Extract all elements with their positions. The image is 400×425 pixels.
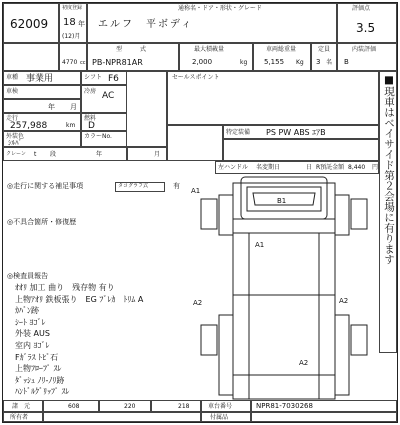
vehicle-type: 事業用 — [26, 74, 54, 84]
damage-mark: A2 — [339, 297, 349, 305]
tacho-value: 有 — [173, 182, 180, 190]
inspector-report-line: ﾊﾝﾄﾞﾙｸﾞﾘｯﾌﾟ ｽﾚ — [15, 387, 70, 397]
inspector-report-line: ｵｵﾘ 加工 曲り 残存物 有り — [15, 283, 115, 292]
fuel: D — [88, 121, 95, 131]
score-value: 3.5 — [356, 21, 376, 35]
max-load-label: 最大積載量 — [194, 46, 225, 53]
registration-label: 初度登録 — [62, 5, 83, 11]
car-name-label: 通称名・ドア・形状・グレード — [178, 5, 262, 12]
registration-month: 12 — [64, 33, 72, 40]
auction-sheet: 62009 初度登録 18 年 (12)月 通称名・ドア・形状・グレード エルフ 平ボディ 評価点 3.5 4770 cc 型 式 PB-NPR81AR 最大積載量 2,000 kg 車両総重量 5,155 Kg 定員 3 名 内装評価 B 車種 事業用 シフト F6 車検 年 月 冷房 AC 走行 257,988 km 燃料 D 外装色 ｼﾙﾊﾞ カラーNo. クレーン t 段 年 月 セールスポイント 特定装備 PS PW ABS ｴｱB 左ハンドル 名変期日 日 R預託金額 8,440 円 ■現車はベイサイド第２会場に有ります ◎走行に関する補足事項 タコグラフ式 有 ◎不具合箇所・修復歴 ◎検査員報告 B1 A1 A1 A2 A2 A2 諸 元 608 220 218 車台番号 NPR81-7030268 所有者 付属品 ｵｵﾘ 加工 曲り 残存物 有り 上物ｱｵﾘ 鉄板張り EG ﾌﾞﾚｶ ﾄﾘﾑ A ｶﾊﾞﾝ跡 ｼｰﾄ ﾖｺﾞﾚ 外装 AUS 室内 ﾖｺﾞﾚ Fｶﾞﾗｽ ﾄﾋﾞ石 上物ﾌﾛｰﾌﾟ ｽﾚ ﾀﾞｯｼｭ ﾉﾘ-ﾉﾘ跡 ﾊﾝﾄﾞﾙｸﾞﾘｯﾌﾟ ｽﾚ — [2, 2, 398, 423]
model-label: 型 式 — [116, 46, 147, 53]
dim-length: 608 — [68, 403, 80, 410]
lot-number: 62009 — [10, 17, 49, 31]
max-load-cell: 最大積載量 2,000 kg — [179, 43, 253, 71]
inspector-report-line: 外装 AUS — [15, 329, 50, 339]
inspector-report-line: 上物ｱｵﾘ 鉄板張り EG ﾌﾞﾚｶ ﾄﾘﾑ A — [15, 294, 144, 304]
shift: F6 — [108, 74, 119, 84]
score-cell — [337, 3, 397, 43]
score-label: 評価点 — [352, 5, 371, 12]
damage-mark: A1 — [255, 241, 265, 249]
inspector-report-label: ◎検査員報告 — [7, 272, 49, 280]
damage-mark: A1 — [191, 187, 201, 195]
damage-mark: B1 — [277, 197, 287, 205]
year-suffix: 年 — [78, 20, 85, 28]
vehicle-diagram — [189, 175, 379, 411]
model-cell — [87, 43, 179, 71]
inspector-report-line: Fｶﾞﾗｽ ﾄﾋﾞ石 — [15, 352, 59, 362]
damage-mark: A2 — [299, 359, 309, 367]
model-value: PB-NPR81AR — [92, 58, 143, 67]
capacity-cell: 定員 3 名 — [311, 43, 337, 71]
equipment-cell: 特定装備 PS PW ABS ｴｱB — [223, 125, 379, 139]
handle-label: 左ハンドル — [218, 164, 249, 171]
selling-point-label: セールスポイント — [172, 74, 220, 81]
lot-number-cell — [3, 3, 59, 43]
dim-width: 220 — [124, 403, 136, 410]
crane-row: クレーン t 段 年 — [3, 147, 127, 161]
dim-height: 218 — [178, 403, 190, 410]
car-name: エルフ 平ボディ — [98, 19, 194, 30]
displacement-cell: 4770 cc — [59, 43, 87, 71]
gross-weight: 5,155 — [264, 58, 285, 66]
interior-label: 内装評価 — [352, 46, 377, 53]
gross-weight-cell: 車両総重量 5,155 Kg — [253, 43, 311, 71]
side-banner: ■現車はベイサイド第２会場に有ります — [383, 74, 396, 265]
tacho-box: タコグラフ式 — [115, 182, 165, 192]
interior-grade: B — [344, 58, 349, 66]
displacement: 4770 — [62, 59, 78, 66]
recycle-amount: 8,440 — [348, 164, 366, 171]
damage-mark: A2 — [193, 299, 203, 307]
equipment-values: PS PW ABS ｴｱB — [266, 128, 326, 137]
odometer-note-label: ◎走行に関する補足事項 — [7, 182, 84, 190]
capacity-label: 定員 — [318, 46, 331, 53]
inspector-report-line: ﾀﾞｯｼｭ ﾉﾘ-ﾉﾘ跡 — [15, 375, 65, 385]
inspector-report-line: ｼｰﾄ ﾖｺﾞﾚ — [15, 317, 46, 327]
blank-cell — [3, 43, 59, 71]
cooling: AC — [102, 91, 115, 101]
max-load: 2,000 — [192, 58, 213, 66]
handle-row: 左ハンドル 名変期日 日 R預託金額 8,440 円 — [215, 161, 379, 174]
gross-weight-label: 車両総重量 — [266, 46, 297, 53]
chassis-number: NPR81-7030268 — [256, 402, 313, 410]
side-banner-cell — [379, 71, 397, 353]
defect-label: ◎不具合箇所・修復歴 — [7, 218, 77, 226]
registration-year: 18 — [63, 17, 76, 28]
car-name-cell — [87, 3, 337, 43]
registration-cell: 初度登録 18 年 (12)月 — [59, 3, 87, 43]
inspector-report-line: 上物ﾌﾛｰﾌﾟ ｽﾚ — [15, 364, 62, 374]
interior-cell — [337, 43, 397, 71]
exterior-color: ｼﾙﾊﾞ — [8, 139, 22, 147]
capacity: 3 — [316, 58, 321, 66]
inspector-report-line: ｶﾊﾞﾝ跡 — [15, 306, 39, 316]
mileage: 257,988 — [10, 121, 48, 131]
inspector-report-line: 室内 ﾖｺﾞﾚ — [15, 341, 50, 350]
selling-point-box — [167, 71, 379, 125]
